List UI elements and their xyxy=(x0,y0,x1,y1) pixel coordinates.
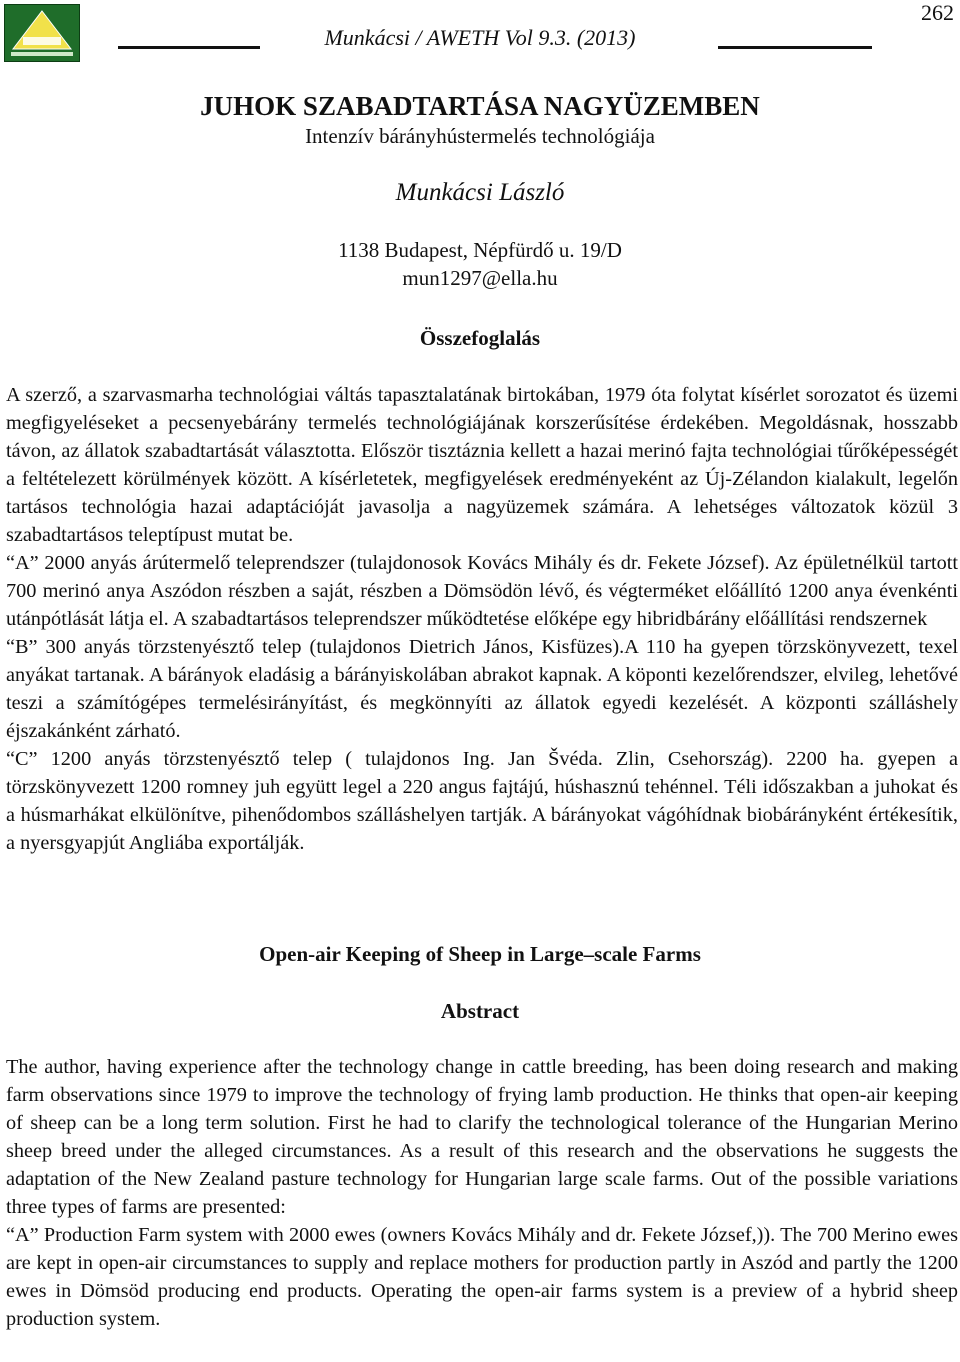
page-number: 262 xyxy=(921,0,954,25)
summary-body xyxy=(6,381,958,857)
running-header xyxy=(0,24,960,54)
author-name: Munkácsi László xyxy=(395,179,565,206)
summary-paragraph: A szerző, a szarvasmarha technológiai váltás tapasztalatának birtokában, 1979 óta folytat kísérlet sorozatot és üzemi megfigyeléseket a pecsenyebárány termelés technológiájának korszerűsítése érdekében. Megoldásnak, hosszabb távon, az állatok szabadtartását választotta. Először tisztáznia kellett a hazai merinó fajta technológiai tűrőképességét a feltételezett körülmények között. A kísérletetek, megfigyelések eredményeként az Új-Zélandon kialakult, legelőn tartásos technológia hazai adaptációját javasolja a nagyüzemek számára. A lehetséges változatok közül 3 szabadtartásos teleptípust mutat be. xyxy=(6,384,958,546)
title-block xyxy=(0,90,960,292)
summary-paragraph: “B” 300 anyás törzstenyésztő telep (tulajdonos Dietrich János, Kisfüzes).A 110 ha gyepen törzskönyvezett, texel anyákat tartanak. A bárányok eladásig a bárányiskolában abrakot kapnak. A köponti kezelőrendszer, elvileg, lehetővé teszi a számítógépes termelésirányítást, és megkönnyíti az állatok egyedi kezelését. A központi szálláshely éjszakánként zárható. xyxy=(6,636,958,742)
english-title: Open-air Keeping of Sheep in Large–scale Farms xyxy=(259,942,701,966)
author-address: 1138 Budapest, Népfürdő u. 19/D xyxy=(338,238,622,262)
article-subtitle: Intenzív bárányhústermelés technológiája xyxy=(305,124,655,148)
abstract-heading: Abstract xyxy=(440,999,520,1023)
running-head: Munkácsi / AWETH Vol 9.3. (2013) xyxy=(324,25,636,50)
summary-paragraph: “C” 1200 anyás törzstenyésztő telep ( tulajdonos Ing. Jan Švéda. Zlin, Csehország). 2200 ha. gyepen a törzskönyvezett 1200 romney juh együtt legel a 220 angus fajtájú, húshasznú tehénnel. Téli időszakban a juhokat és a húsmarhákat elkülönítve, pihenődombos szálláshelyen tartják. A bárányokat vágóhídnak biobárányként értékesítik, a nyersgyapjút Angliába exportálják. xyxy=(6,748,958,854)
abstract-body xyxy=(6,1053,958,1333)
author-email: mun1297@ella.hu xyxy=(402,266,558,290)
abstract-paragraph: The author, having experience after the technology change in cattle breeding, has been doing research and making farm observations since 1979 to improve the technology of frying lamb production. He thinks that open-air keeping of sheep can be a long term solution. First he had to clarify the technological tolerance of the Hungarian Merino sheep breed under the alleged circumstances. As a result of this research and the observations he suggests the adaptation of the New Zealand pasture technology for Hungarian large scale farms. Out of the possible variations three types of farms are presented: xyxy=(6,1056,958,1218)
header-rule-right xyxy=(718,46,872,49)
article-title: JUHOK SZABADTARTÁSA NAGYÜZEMBEN xyxy=(200,91,760,121)
summary-paragraph: “A” 2000 anyás árútermelő teleprendszer (tulajdonosok Kovács Mihály és dr. Fekete József). Az épületnélkül tartott 700 merinó anya Aszódon részben a saját, részben a Dömsödön lévő, és végterméket előállító 1200 anya évenkénti utánpótlását látja el. A szabadtartásos teleprendszer működtetése előképe egy hibridbárány előállítási rendszernek xyxy=(6,552,958,630)
abstract-paragraph: “A” Production Farm system with 2000 ewes (owners Kovács Mihály and dr. Fekete József,)). The 700 Merino ewes are kept in open-air circumstances to supply and replace mothers for production partly in Aszód and partly the 1200 ewes in Dömsöd producing end products. Operating the open-air farms system is a preview of a hybrid sheep production system. xyxy=(6,1224,958,1330)
summary-heading: Összefoglalás xyxy=(419,326,541,350)
